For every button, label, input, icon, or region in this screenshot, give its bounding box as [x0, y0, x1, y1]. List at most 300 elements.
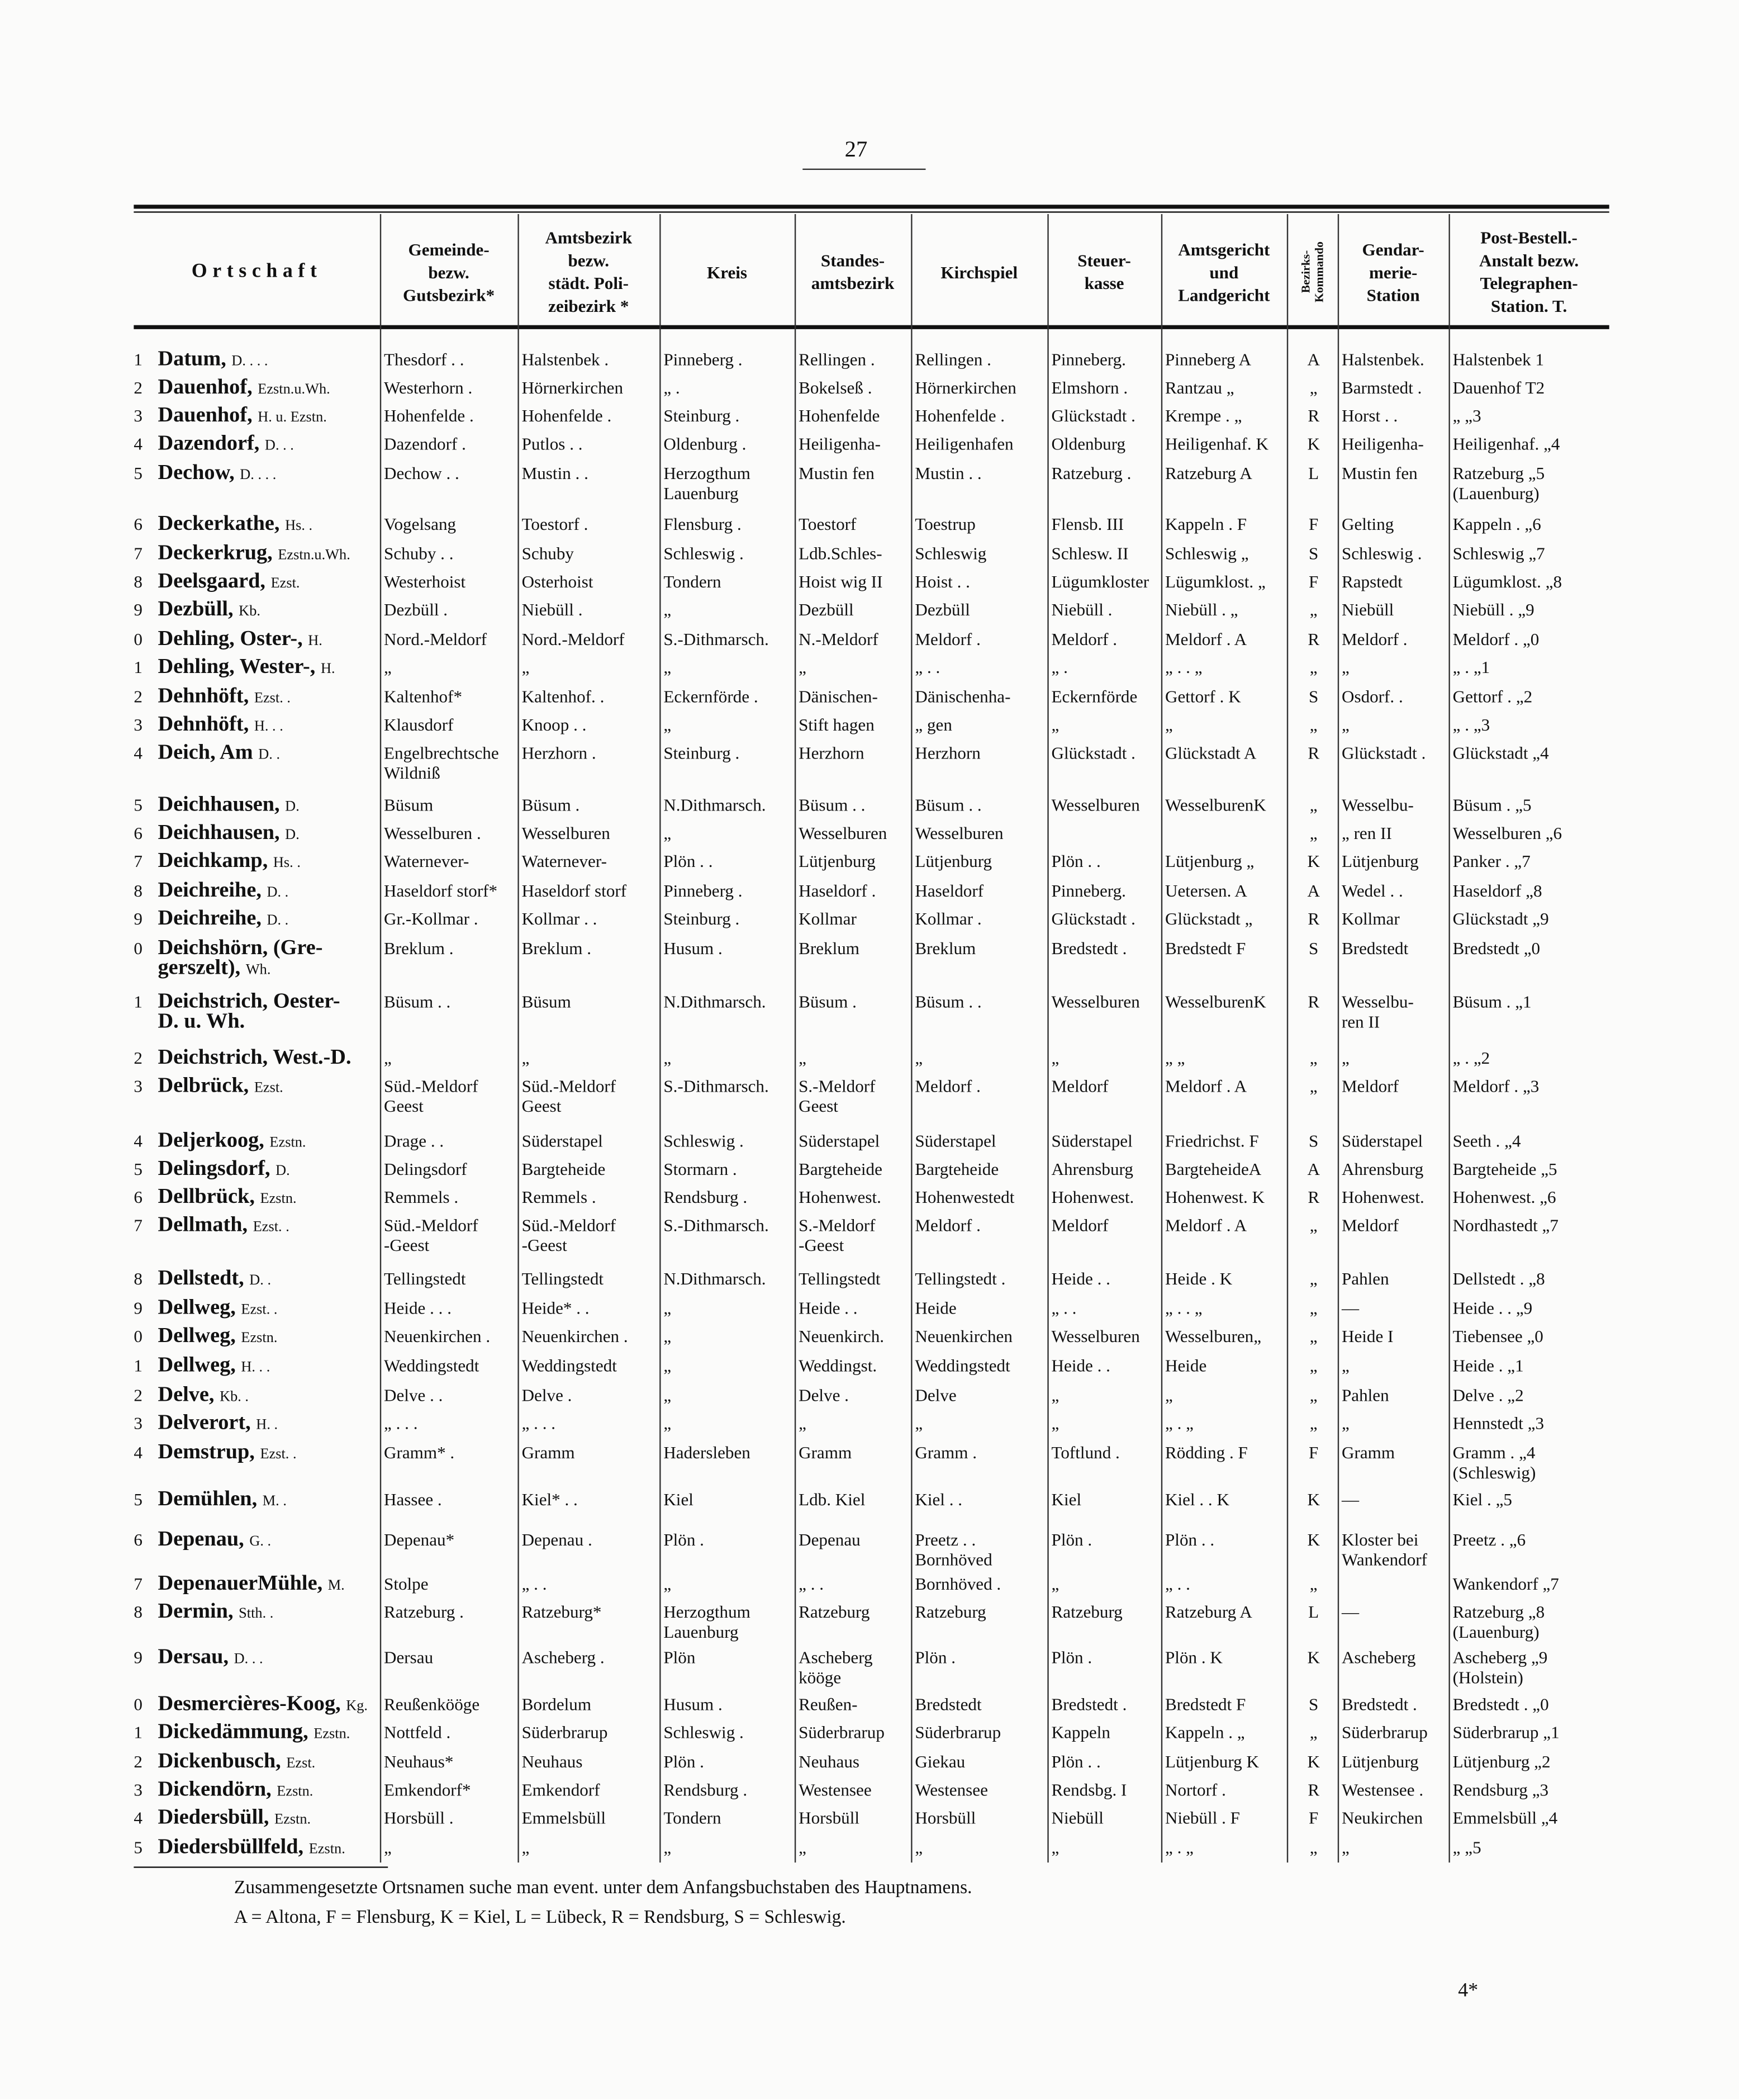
place-type: Ezst. . [254, 690, 291, 707]
cell-bezirkskommando: K [1307, 1751, 1320, 1772]
cell-gemeinde: Waternever- [384, 851, 469, 871]
cell-kirchspiel: Dezbüll [915, 599, 970, 620]
cell-gendarmerie: — [1341, 1297, 1360, 1318]
cell-amtsgericht: Wesselburen„ [1165, 1326, 1262, 1347]
cell-kreis: Plön . [663, 1751, 704, 1772]
cell-kreis: Plön . . [663, 851, 713, 871]
row-number: 3 [134, 1412, 142, 1433]
place-name: Delbrück, [158, 1074, 249, 1097]
cell-amtsbezirk: Süd.-Meldorf Geest [521, 1075, 616, 1116]
place-type: H. . [256, 1417, 278, 1433]
cell-gemeinde: Breklum . [384, 938, 454, 958]
row-number: 1 [134, 349, 142, 369]
cell-bezirkskommando: K [1307, 851, 1320, 871]
cell-gemeinde: Depenau* [384, 1529, 455, 1550]
cell-amtsgericht: Friedrichst. F [1165, 1130, 1259, 1151]
column-divider [1047, 214, 1048, 1862]
cell-kirchspiel: „ [915, 1837, 923, 1857]
cell-bezirkskommando: „ [1309, 1837, 1318, 1857]
cell-gemeinde: Reußenkööge [384, 1694, 480, 1714]
cell-post: Nordhastedt „7 [1452, 1215, 1559, 1235]
cell-steuerkasse: „ [1051, 1412, 1059, 1433]
place-name: Dehling, Wester-, [158, 655, 316, 679]
place-type: Ezst. [254, 1079, 283, 1096]
cell-bezirkskommando: „ [1309, 599, 1318, 620]
cell-post: Dellstedt . „8 [1452, 1268, 1545, 1289]
place-name: Delve, [158, 1383, 215, 1406]
cell-steuerkasse: Toftlund . [1051, 1442, 1120, 1463]
cell-kirchspiel: Hohenfelde . [915, 405, 1005, 426]
cell-gemeinde: Nottfeld . [384, 1722, 451, 1742]
cell-post: „ „3 [1452, 405, 1481, 426]
cell-steuerkasse: Meldorf [1051, 1075, 1109, 1096]
cell-amtsgericht: Kappeln . „ [1165, 1722, 1245, 1742]
place-name: Deichshörn, (Gre- gerszelt), [158, 936, 323, 980]
row-number: 3 [134, 1075, 142, 1096]
cell-kirchspiel: Weddingstedt [915, 1355, 1010, 1376]
cell-kirchspiel: Meldorf . [915, 1075, 981, 1096]
row-number: 1 [134, 991, 142, 1012]
cell-amtsbezirk: Emmelsbüll [521, 1808, 606, 1828]
cell-gendarmerie: Pahlen [1341, 1385, 1389, 1405]
cell-kirchspiel: „ gen [915, 714, 952, 735]
cell-amtsgericht: „ . . „ [1165, 657, 1203, 677]
cell-amtsbezirk: Remmels . [521, 1187, 596, 1207]
cell-gemeinde: Delve . . [384, 1385, 443, 1405]
cell-kreis: Husum . [663, 1694, 723, 1714]
top-rule [134, 205, 1609, 208]
cell-amtsgericht: Glückstadt A [1165, 742, 1257, 763]
cell-amtsgericht: „ . „ [1165, 1412, 1194, 1433]
row-number: 7 [134, 543, 142, 563]
place-type: Ezstn.u.Wh. [258, 381, 330, 397]
cell-gendarmerie: Kollmar [1341, 908, 1400, 929]
cell-standesamt: Süderstapel [799, 1130, 880, 1151]
cell-post: Ratzeburg „5 (Lauenburg) [1452, 463, 1545, 504]
cell-standesamt: Neuenkirch. [799, 1326, 885, 1347]
cell-gemeinde: „ [384, 1047, 392, 1068]
cell-amtsgericht: Plön . . [1165, 1529, 1215, 1550]
cell-kreis: Pinneberg . [663, 349, 743, 369]
cell-amtsgericht: Rantzau „ [1165, 377, 1234, 397]
cell-amtsgericht: WesselburenK [1165, 991, 1266, 1012]
place-type: Kg. [346, 1698, 368, 1714]
cell-bezirkskommando: R [1308, 405, 1320, 426]
cell-bezirkskommando: „ [1309, 823, 1318, 843]
cell-amtsbezirk: Nord.-Meldorf [521, 629, 625, 649]
cell-amtsbezirk: Büsum [521, 991, 571, 1012]
place-type: H. . . [254, 718, 283, 735]
cell-steuerkasse: „ [1051, 714, 1059, 735]
cell-gemeinde: Dersau [384, 1647, 434, 1667]
row-number: 7 [134, 1215, 142, 1235]
cell-post: Niebüll . „9 [1452, 599, 1534, 620]
cell-amtsgericht: Kiel . . K [1165, 1489, 1229, 1510]
cell-steuerkasse: Niebüll . [1051, 599, 1113, 620]
cell-kirchspiel: Breklum [915, 938, 976, 958]
place-type: D. [285, 827, 300, 843]
row-number: 8 [134, 1268, 142, 1289]
cell-bezirkskommando: „ [1309, 657, 1318, 677]
cell-gemeinde: Engelbrechtsche Wildniß [384, 742, 499, 783]
cell-gemeinde: Dechow . . [384, 463, 459, 483]
place-type: H. u. Ezstn. [258, 409, 327, 426]
place-name: Dellweg, [158, 1324, 236, 1348]
place-type: H. . . [241, 1359, 270, 1376]
cell-bezirkskommando: „ [1309, 377, 1318, 397]
row-number: 9 [134, 1297, 142, 1318]
cell-kreis: „ [663, 599, 672, 620]
cell-kirchspiel: Haseldorf [915, 880, 984, 901]
cell-bezirkskommando: L [1308, 463, 1319, 483]
cell-kreis: Eckernförde . [663, 686, 758, 707]
cell-bezirkskommando: A [1307, 349, 1320, 369]
row-number: 5 [134, 1159, 142, 1179]
cell-steuerkasse: Plön . . [1051, 851, 1101, 871]
cell-gendarmerie: Meldorf [1341, 1215, 1399, 1235]
place-type: D. . [267, 912, 289, 929]
cell-amtsbezirk: Emkendorf [521, 1779, 600, 1800]
cell-kirchspiel: Horsbüll [915, 1808, 976, 1828]
cell-gemeinde: Gramm* . [384, 1442, 455, 1463]
cell-post: Ascheberg „9 (Holstein) [1452, 1647, 1548, 1687]
cell-steuerkasse: Schlesw. II [1051, 543, 1129, 563]
cell-amtsbezirk: Haseldorf storf [521, 880, 627, 901]
cell-amtsgericht: Gettorf . K [1165, 686, 1241, 707]
cell-standesamt: Büsum . [799, 991, 857, 1012]
cell-steuerkasse: Heide . . [1051, 1355, 1110, 1376]
cell-amtsbezirk: Süd.-Meldorf -Geest [521, 1215, 616, 1255]
cell-kirchspiel: Dänischenha- [915, 686, 1011, 707]
cell-gemeinde: Hohenfelde . [384, 405, 474, 426]
cell-steuerkasse: Plön . [1051, 1529, 1092, 1550]
place-type: M. . [262, 1493, 287, 1510]
cell-kirchspiel: Süderbrarup [915, 1722, 1001, 1742]
cell-amtsbezirk: „ [521, 1837, 530, 1857]
cell-gemeinde: Weddingstedt [384, 1355, 479, 1376]
cell-kreis: S.-Dithmarsch. [663, 1075, 769, 1096]
place-name: Dazendorf, [158, 432, 260, 455]
cell-kreis: Herzogthum Lauenburg [663, 1601, 750, 1642]
cell-steuerkasse: „ [1051, 1837, 1059, 1857]
cell-gendarmerie: Ascheberg [1341, 1647, 1416, 1667]
place-name: Dickedämmung, [158, 1720, 308, 1744]
place-name: Demühlen, [158, 1487, 258, 1511]
cell-amtsbezirk: „ [521, 1047, 530, 1068]
place-type: Kb. [239, 603, 260, 620]
cell-amtsbezirk: Heide* . . [521, 1297, 590, 1318]
cell-steuerkasse: Heide . . [1051, 1268, 1110, 1289]
cell-amtsgericht: Plön . K [1165, 1647, 1223, 1667]
cell-bezirkskommando: „ [1309, 1722, 1318, 1742]
cell-post: „ „5 [1452, 1837, 1481, 1857]
row-number: 8 [134, 571, 142, 592]
cell-amtsbezirk: Ascheberg . [521, 1647, 605, 1667]
cell-steuerkasse: „ [1051, 1573, 1059, 1594]
header-gemeinde: Gemeinde- bezw. Gutsbezirk* [402, 239, 495, 305]
cell-amtsgericht: Meldorf . A [1165, 1075, 1247, 1096]
place-type: Ezstn. [241, 1330, 278, 1347]
place-name: Datum, [158, 348, 226, 371]
cell-kirchspiel: Preetz . . Bornhöved [915, 1529, 992, 1570]
cell-bezirkskommando: K [1307, 1529, 1320, 1550]
place-name: Dersau, [158, 1646, 229, 1669]
cell-gendarmerie: Gramm [1341, 1442, 1395, 1463]
cell-gemeinde: Klausdorf [384, 714, 454, 735]
cell-post: Meldorf . „0 [1452, 629, 1540, 649]
cell-standesamt: Gramm [799, 1442, 852, 1463]
cell-bezirkskommando: S [1309, 543, 1319, 563]
cell-kirchspiel: Toestrup [915, 514, 976, 534]
place-type: Stth. . [239, 1605, 274, 1622]
cell-post: Rendsburg „3 [1452, 1779, 1549, 1800]
cell-kreis: Oldenburg . [663, 433, 747, 454]
cell-post: Heide . „1 [1452, 1355, 1524, 1376]
cell-bezirkskommando: R [1308, 629, 1320, 649]
cell-amtsbezirk: Halstenbek . [521, 349, 609, 369]
cell-post: Preetz . „6 [1452, 1529, 1526, 1550]
row-number: 1 [134, 1722, 142, 1742]
cell-kirchspiel: Herzhorn [915, 742, 981, 763]
place-name: Deelsgaard, [158, 570, 266, 593]
cell-gendarmerie: „ [1341, 714, 1350, 735]
place-name: DepenauerMühle, [158, 1572, 323, 1595]
cell-gemeinde: Haseldorf storf* [384, 880, 498, 901]
place-type: D. . . . [231, 353, 268, 369]
cell-gemeinde: „ [384, 1837, 392, 1857]
column-divider [911, 214, 912, 1862]
cell-gendarmerie: Glückstadt . [1341, 742, 1426, 763]
cell-amtsbezirk: Putlos . . [521, 433, 583, 454]
cell-post: „ . „2 [1452, 1047, 1490, 1068]
row-number: 9 [134, 599, 142, 620]
cell-standesamt: Weddingst. [799, 1355, 877, 1376]
cell-kreis: „ [663, 1297, 672, 1318]
cell-amtsgericht: Meldorf . A [1165, 1215, 1247, 1235]
place-type: D. . . . [240, 467, 277, 483]
cell-kreis: „ [663, 1412, 672, 1433]
cell-steuerkasse: Kiel [1051, 1489, 1082, 1510]
cell-kirchspiel: Kollmar . [915, 908, 982, 929]
cell-post: „ . „3 [1452, 714, 1490, 735]
place-name: Dehling, Oster-, [158, 627, 303, 651]
row-number: 3 [134, 1779, 142, 1800]
cell-bezirkskommando: F [1309, 571, 1319, 592]
cell-gendarmerie: Rapstedt [1341, 571, 1403, 592]
cell-post: Ratzeburg „8 (Lauenburg) [1452, 1601, 1545, 1642]
cell-post: Tiebensee „0 [1452, 1326, 1543, 1347]
cell-amtsbezirk: Waternever- [521, 851, 607, 871]
row-number: 4 [134, 433, 142, 454]
row-number: 0 [134, 938, 142, 958]
cell-kirchspiel: Tellingstedt . [915, 1268, 1006, 1289]
signature-mark: 4* [1458, 1980, 1479, 2002]
cell-post: Panker . „7 [1452, 851, 1531, 871]
place-name: Diedersbüllfeld, [158, 1836, 304, 1859]
cell-amtsbezirk: Breklum . [521, 938, 592, 958]
cell-bezirkskommando: „ [1309, 714, 1318, 735]
cell-gemeinde: Dazendorf . [384, 433, 466, 454]
cell-kreis: S.-Dithmarsch. [663, 629, 769, 649]
header-rule [134, 325, 1609, 329]
cell-gemeinde: Westerhoist [384, 571, 466, 592]
row-number: 2 [134, 1047, 142, 1068]
cell-standesamt: S.-Meldorf -Geest [799, 1215, 876, 1255]
cell-gendarmerie: Süderbrarup [1341, 1722, 1428, 1742]
cell-kirchspiel: Plön . [915, 1647, 956, 1667]
cell-gemeinde: Nord.-Meldorf [384, 629, 487, 649]
cell-amtsgericht: „ . . [1165, 1573, 1190, 1594]
cell-gendarmerie: Hohenwest. [1341, 1187, 1424, 1207]
cell-gemeinde: Büsum [384, 794, 434, 815]
cell-bezirkskommando: S [1309, 1694, 1319, 1714]
place-type: Ezstn. [313, 1726, 350, 1742]
legend-note: A = Altona, F = Flensburg, K = Kiel, L = Lübeck, R = Rendsburg, S = Schleswig. [234, 1908, 846, 1928]
cell-gendarmerie: Kloster bei Wankendorf [1341, 1529, 1428, 1570]
cell-amtsgericht: Bredstedt F [1165, 938, 1246, 958]
header-bezirkskommando: Bezirks- Kommando [1299, 241, 1326, 302]
cell-kirchspiel: Gramm . [915, 1442, 977, 1463]
cell-bezirkskommando: „ [1309, 1412, 1318, 1433]
cell-steuerkasse: Elmshorn . [1051, 377, 1128, 397]
cell-standesamt: „ [799, 1837, 806, 1857]
cell-standesamt: Heide . . [799, 1297, 858, 1318]
cell-gendarmerie: Lütjenburg [1341, 1751, 1419, 1772]
cell-gemeinde: Gr.-Kollmar . [384, 908, 478, 929]
cell-gendarmerie: Ahrensburg [1341, 1159, 1424, 1179]
place-type: Ezst. [270, 575, 300, 592]
cell-amtsbezirk: Depenau . [521, 1529, 592, 1550]
cell-kirchspiel: „ . . [915, 657, 940, 677]
cell-gendarmerie: Niebüll [1341, 599, 1394, 620]
cell-gendarmerie: Westensee . [1341, 1779, 1424, 1800]
cell-kreis: Husum . [663, 938, 723, 958]
cell-amtsbezirk: Knoop . . [521, 714, 587, 735]
row-number: 4 [134, 1808, 142, 1828]
cell-bezirkskommando: F [1309, 514, 1319, 534]
cell-kirchspiel: Mustin . . [915, 463, 982, 483]
cell-kreis: „ [663, 714, 672, 735]
place-type: Ezstn. [277, 1783, 313, 1800]
cell-bezirkskommando: „ [1309, 1573, 1318, 1594]
cell-bezirkskommando: R [1308, 1779, 1320, 1800]
row-number: 1 [134, 657, 142, 677]
cell-kreis: Herzogthum Lauenburg [663, 463, 750, 504]
place-type: Ezstn. [269, 1134, 306, 1151]
place-name: Delingsdorf, [158, 1157, 270, 1181]
cell-bezirkskommando: R [1308, 1187, 1320, 1207]
place-name: Deichkamp, [158, 850, 268, 873]
cell-kirchspiel: Rellingen . [915, 349, 991, 369]
cell-gemeinde: Vogelsang [384, 514, 457, 534]
place-type: Ezst. [286, 1755, 316, 1772]
cell-bezirkskommando: S [1309, 1130, 1319, 1151]
cell-steuerkasse: Glückstadt . [1051, 908, 1135, 929]
cell-amtsgericht: „ „ [1165, 1047, 1185, 1068]
cell-kirchspiel: Meldorf . [915, 1215, 981, 1235]
place-type: D. . [267, 884, 289, 901]
cell-kreis: Rendsburg . [663, 1187, 748, 1207]
cell-post: Wesselburen „6 [1452, 823, 1562, 843]
cell-kreis: Plön . [663, 1529, 704, 1550]
cell-steuerkasse: Bredstedt . [1051, 1694, 1127, 1714]
cell-post: Meldorf . „3 [1452, 1075, 1540, 1096]
cell-gemeinde: Remmels . [384, 1187, 459, 1207]
cell-steuerkasse: „ . [1051, 657, 1068, 677]
row-number: 5 [134, 794, 142, 815]
cell-bezirkskommando: „ [1309, 1215, 1318, 1235]
cell-post: Dauenhof T2 [1452, 377, 1545, 397]
cell-gemeinde: Delingsdorf [384, 1159, 467, 1179]
cell-bezirkskommando: „ [1309, 1326, 1318, 1347]
cell-standesamt: Westensee [799, 1779, 872, 1800]
cell-bezirkskommando: L [1308, 1601, 1319, 1622]
cell-amtsgericht: Lütjenburg „ [1165, 851, 1255, 871]
cell-amtsgericht: Heide . K [1165, 1268, 1233, 1289]
cell-gendarmerie: Barmstedt . [1341, 377, 1422, 397]
cell-gemeinde: Süd.-Meldorf -Geest [384, 1215, 478, 1255]
cell-kreis: „ [663, 1385, 672, 1405]
place-name: Dellbrück, [158, 1185, 255, 1208]
cell-kirchspiel: Lütjenburg [915, 851, 992, 871]
cell-standesamt: Reußen- [799, 1694, 858, 1714]
cell-kreis: Pinneberg . [663, 880, 743, 901]
place-type: Hs. . [285, 518, 313, 534]
cell-kirchspiel: Heide [915, 1297, 957, 1318]
cell-steuerkasse: Wesselburen [1051, 1326, 1140, 1347]
cell-post: Kiel . „5 [1452, 1489, 1512, 1510]
cell-steuerkasse: Glückstadt . [1051, 405, 1135, 426]
cell-amtsgericht: Heide [1165, 1355, 1207, 1376]
cell-amtsbezirk: Niebüll . [521, 599, 583, 620]
place-name: Deichstrich, West.-D. [158, 1046, 351, 1069]
cell-amtsbezirk: Tellingstedt [521, 1268, 604, 1289]
cell-standesamt: Ldb. Kiel [799, 1489, 866, 1510]
cell-kreis: „ [663, 1047, 672, 1068]
cell-kreis: „ [663, 1326, 672, 1347]
cell-kirchspiel: Kiel . . [915, 1489, 963, 1510]
cell-bezirkskommando: A [1307, 880, 1320, 901]
cell-amtsgericht: Kappeln . F [1165, 514, 1247, 534]
cell-amtsgericht: Lütjenburg K [1165, 1751, 1259, 1772]
cell-kreis: „ [663, 823, 672, 843]
cell-gemeinde: „ [384, 657, 392, 677]
column-divider [795, 214, 796, 1862]
cell-standesamt: Bokelseß . [799, 377, 872, 397]
place-name: Dermin, [158, 1600, 234, 1623]
cell-kirchspiel: Süderstapel [915, 1130, 996, 1151]
place-type: Hs. . [273, 855, 301, 871]
cell-bezirkskommando: K [1307, 1489, 1320, 1510]
cell-gemeinde: Kaltenhof* [384, 686, 463, 707]
cell-gemeinde: Wesselburen . [384, 823, 481, 843]
footnote-rule [134, 1866, 388, 1867]
row-number: 2 [134, 1385, 142, 1405]
page-number: 27 [844, 136, 868, 162]
cell-post: Bredstedt „0 [1452, 938, 1541, 958]
row-number: 8 [134, 1601, 142, 1622]
column-divider [1161, 214, 1162, 1862]
cell-post: Halstenbek 1 [1452, 349, 1545, 369]
place-type: Ezst. . [253, 1219, 289, 1235]
cell-gemeinde: Stolpe [384, 1573, 429, 1594]
cell-kirchspiel: Büsum . . [915, 991, 982, 1012]
cell-amtsgericht: „ . . „ [1165, 1297, 1203, 1318]
cell-gendarmerie: Schleswig . [1341, 543, 1422, 563]
cell-amtsbezirk: „ . . . [521, 1412, 556, 1433]
cell-amtsbezirk: Gramm [521, 1442, 575, 1463]
cell-gendarmerie: Bredstedt . [1341, 1694, 1417, 1714]
